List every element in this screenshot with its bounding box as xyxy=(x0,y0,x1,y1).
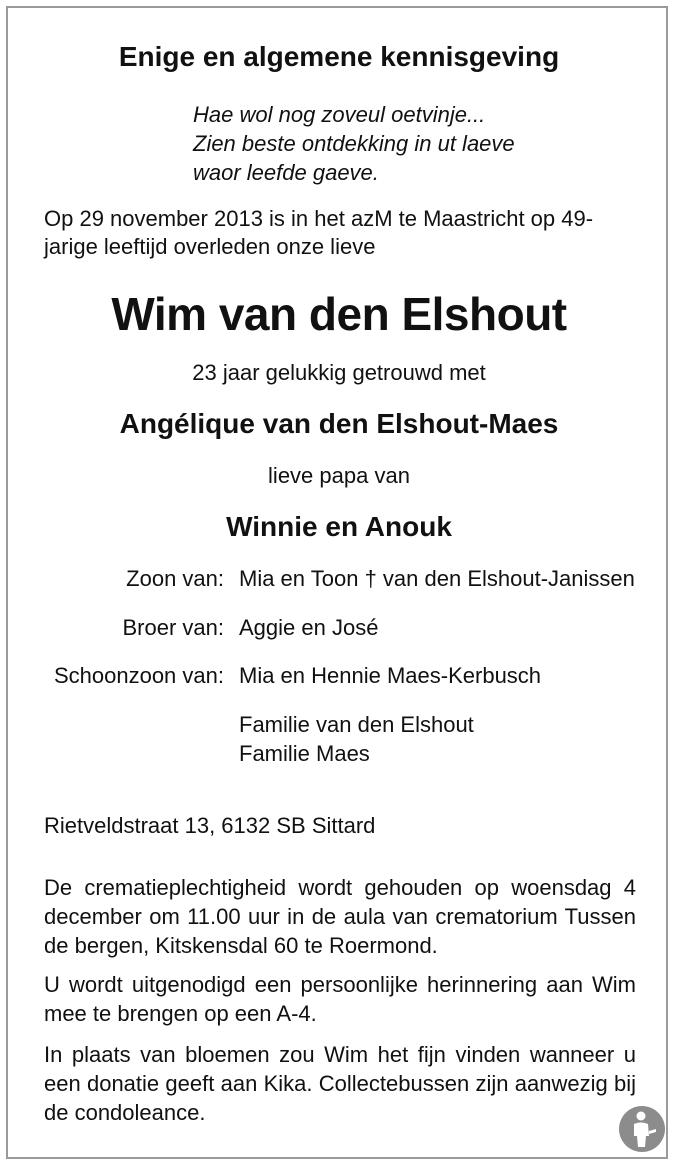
family-line: Familie Maes xyxy=(239,741,370,766)
poem-line: Zien beste ontdekking in ut laeve xyxy=(193,131,515,156)
families xyxy=(239,710,474,768)
donation-paragraph: In plaats van bloemen zou Wim het fijn vinden wanneer u een donatie geeft aan Kika. Collectebussen zijn aanwezig bij de condoleance. xyxy=(44,1042,636,1125)
family-line: Familie van den Elshout xyxy=(239,712,474,737)
deceased-name: Wim van den Elshout xyxy=(111,288,567,340)
children-names: Winnie en Anouk xyxy=(226,511,452,542)
poem-line: Hae wol nog zoveul oetvinje... xyxy=(193,102,486,127)
relation-label-son: Zoon van: xyxy=(126,566,224,591)
papa-line: lieve papa van xyxy=(268,463,410,488)
address: Rietveldstraat 13, 6132 SB Sittard xyxy=(44,813,376,838)
memory-paragraph: U wordt uitgenodigd een persoonlijke herinnering aan Wim mee te brengen op een A-4. xyxy=(44,972,636,1026)
married-line: 23 jaar gelukkig getrouwd met xyxy=(192,360,486,385)
spouse-name: Angélique van den Elshout-Maes xyxy=(119,408,559,439)
poem-line: waor leefde gaeve. xyxy=(193,160,379,185)
relation-value-brother: Aggie en José xyxy=(239,615,379,640)
relation-label-brother: Broer van: xyxy=(122,615,224,640)
relation-value-son: Mia en Toon † van den Elshout-Janissen xyxy=(239,566,635,591)
relation-label-son-in-law: Schoonzoon van: xyxy=(53,663,224,688)
notice-heading: Enige en algemene kennisgeving xyxy=(118,41,560,72)
intro-text: Op 29 november 2013 is in het azM te Maastricht op 49-jarige leeftijd overleden onze lieve xyxy=(44,206,594,259)
poem xyxy=(193,100,515,187)
ceremony-paragraph: De crematieplechtigheid wordt gehouden op woensdag 4 december om 11.00 uur in de aula van crematorium Tussen de bergen, Kitskensdal 60 te Roermond. xyxy=(44,875,636,958)
memorial-figure-logo-icon xyxy=(618,1105,666,1153)
relation-value-son-in-law: Mia en Hennie Maes-Kerbusch xyxy=(239,663,542,688)
